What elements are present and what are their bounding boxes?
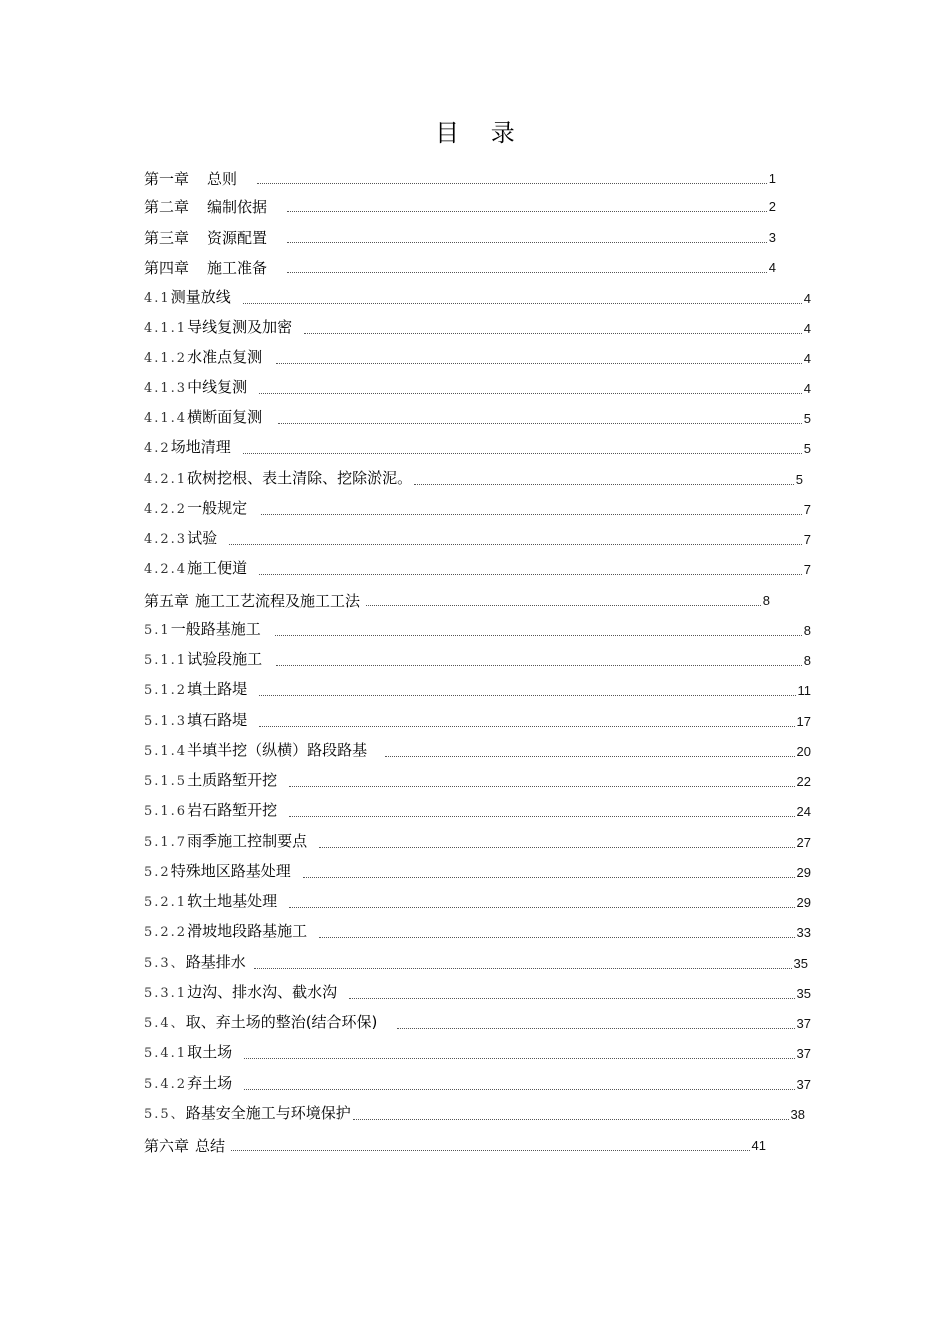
toc-entry-number: 4.2.2 bbox=[144, 502, 188, 517]
toc-entry-label bbox=[144, 528, 217, 550]
toc-page-number: 33 bbox=[796, 925, 811, 940]
toc-section-entry[interactable] bbox=[144, 526, 811, 550]
toc-page-number: 35 bbox=[796, 986, 811, 1001]
toc-entry-number: 5.1.4 bbox=[144, 744, 188, 759]
toc-page-number: 29 bbox=[796, 865, 811, 880]
toc-entry-title: 试验段施工 bbox=[187, 650, 263, 668]
toc-entry-title: 取、弃土场的整治(结合环保) bbox=[185, 1013, 378, 1031]
toc-entry-number: 5.1.5 bbox=[144, 774, 188, 789]
toc-page-number: 37 bbox=[796, 1016, 811, 1031]
toc-entry-number: 第二章 bbox=[144, 198, 190, 216]
toc-page-number: 37 bbox=[796, 1046, 811, 1061]
toc-page-number: 8 bbox=[803, 653, 811, 668]
toc-entry-title: 路基排水 bbox=[185, 953, 246, 971]
toc-entry-label bbox=[144, 831, 307, 853]
dot-leader bbox=[259, 726, 794, 727]
toc-entry-title: 导线复测及加密 bbox=[187, 318, 293, 336]
toc-entry-number: 5.1.2 bbox=[144, 683, 188, 698]
toc-entry-title: 中线复测 bbox=[187, 378, 248, 396]
toc-entry-number: 5.2 bbox=[144, 865, 171, 880]
toc-entry-number: 第一章 bbox=[144, 170, 190, 188]
toc-entry-number: 4.1.4 bbox=[144, 411, 188, 426]
toc-entry-label bbox=[144, 1073, 232, 1095]
toc-section-entry[interactable] bbox=[144, 950, 808, 974]
toc-page-number: 7 bbox=[803, 502, 811, 517]
toc-entry-number: 5.1.1 bbox=[144, 653, 188, 668]
toc-entry-number: 5.2.2 bbox=[144, 925, 188, 940]
toc-entry-label bbox=[144, 437, 231, 459]
toc-page-number: 27 bbox=[796, 835, 811, 850]
toc-entry-title: 半填半挖（纵横）路段路基 bbox=[187, 741, 368, 759]
toc-entry-label bbox=[144, 891, 277, 913]
toc-entry-label bbox=[144, 1103, 351, 1125]
toc-section-entry[interactable] bbox=[144, 556, 811, 580]
dot-leader bbox=[414, 484, 794, 485]
dot-leader bbox=[244, 1089, 794, 1090]
toc-section-entry[interactable] bbox=[144, 889, 811, 913]
toc-entry-label bbox=[144, 1042, 232, 1064]
toc-entry-label bbox=[144, 558, 247, 580]
toc-entry-number: 第六章 bbox=[144, 1137, 190, 1155]
toc-section-entry[interactable] bbox=[144, 1101, 805, 1125]
toc-chapter-entry[interactable] bbox=[144, 224, 776, 248]
toc-entry-number: 4.2.1 bbox=[144, 472, 188, 487]
toc-page-number: 3 bbox=[768, 230, 776, 245]
toc-section-entry[interactable] bbox=[144, 859, 811, 883]
toc-entry-number: 5.1 bbox=[144, 623, 171, 638]
toc-entry-number: 5.4.1 bbox=[144, 1046, 188, 1061]
toc-chapter-entry[interactable] bbox=[144, 193, 776, 217]
dot-leader bbox=[349, 998, 794, 999]
toc-entry-title: 填石路堤 bbox=[187, 711, 248, 729]
toc-page-number: 7 bbox=[803, 532, 811, 547]
toc-entry-label bbox=[144, 197, 267, 217]
toc-entry-title: 弃土场 bbox=[187, 1074, 233, 1092]
dot-leader bbox=[257, 183, 767, 184]
dot-leader bbox=[275, 635, 802, 636]
dot-leader bbox=[353, 1119, 789, 1120]
toc-entry-title: 岩石路堑开挖 bbox=[187, 801, 278, 819]
toc-entry-label bbox=[144, 591, 360, 611]
toc-section-entry[interactable] bbox=[144, 708, 811, 732]
toc-entry-label bbox=[144, 861, 291, 883]
dot-leader bbox=[229, 544, 802, 545]
toc-entry-number: 5.3.1 bbox=[144, 986, 188, 1001]
toc-entry-number: 4.1.2 bbox=[144, 351, 188, 366]
toc-chapter-entry[interactable] bbox=[144, 254, 776, 278]
dot-leader bbox=[366, 605, 761, 606]
toc-entry-number: 5.5、 bbox=[144, 1107, 186, 1122]
toc-entry-title: 一般规定 bbox=[187, 499, 248, 517]
toc-entry-label bbox=[144, 679, 247, 701]
toc-page-number: 5 bbox=[803, 411, 811, 426]
toc-section-entry[interactable] bbox=[144, 919, 811, 943]
toc-page-number: 4 bbox=[803, 381, 811, 396]
dot-leader bbox=[254, 968, 792, 969]
toc-entry-title: 水准点复测 bbox=[187, 348, 263, 366]
dot-leader bbox=[287, 272, 767, 273]
toc-page-number: 11 bbox=[797, 683, 811, 698]
toc-entry-title: 软土地基处理 bbox=[187, 892, 278, 910]
toc-section-entry[interactable] bbox=[144, 405, 811, 429]
toc-page-number: 5 bbox=[795, 472, 803, 487]
toc-entry-label bbox=[144, 619, 261, 641]
dot-leader bbox=[259, 574, 802, 575]
toc-page-number: 1 bbox=[768, 171, 776, 186]
toc-page-number: 35 bbox=[793, 956, 808, 971]
toc-section-entry[interactable] bbox=[144, 587, 770, 611]
toc-entry-title: 施工工艺流程及施工工法 bbox=[195, 592, 361, 610]
toc-section-entry[interactable] bbox=[144, 496, 811, 520]
toc-entry-title: 边沟、排水沟、截水沟 bbox=[187, 983, 338, 1001]
toc-entry-label bbox=[144, 649, 262, 671]
dot-leader bbox=[243, 303, 802, 304]
toc-entry-title: 填土路堤 bbox=[187, 680, 248, 698]
toc-section-entry[interactable] bbox=[144, 980, 811, 1004]
toc-entry-number: 5.1.6 bbox=[144, 804, 188, 819]
toc-entry-label bbox=[144, 921, 307, 943]
toc-section-entry[interactable] bbox=[144, 1010, 811, 1034]
dot-leader bbox=[397, 1028, 794, 1029]
toc-page-number: 17 bbox=[796, 714, 811, 729]
toc-entry-number: 4.2.4 bbox=[144, 562, 188, 577]
toc-entry-number: 5.1.7 bbox=[144, 835, 188, 850]
dot-leader bbox=[385, 756, 794, 757]
toc-entry-title: 资源配置 bbox=[207, 229, 268, 247]
toc-entry-title: 编制依据 bbox=[207, 198, 268, 216]
dot-leader bbox=[287, 211, 767, 212]
toc-section-entry[interactable] bbox=[144, 345, 811, 369]
dot-leader bbox=[303, 877, 795, 878]
toc-entry-label bbox=[144, 468, 412, 490]
dot-leader bbox=[289, 907, 794, 908]
toc-entry-number: 5.4、 bbox=[144, 1016, 186, 1031]
dot-leader bbox=[304, 333, 802, 334]
toc-entry-title: 砍树挖根、表土清除、挖除淤泥。 bbox=[187, 469, 413, 487]
toc-entry-title: 滑坡地段路基施工 bbox=[187, 922, 308, 940]
toc-entry-label bbox=[144, 710, 247, 732]
toc-page-number: 2 bbox=[768, 199, 776, 214]
dot-leader bbox=[259, 393, 802, 394]
toc-entry-label bbox=[144, 498, 247, 520]
toc-entry-label bbox=[144, 952, 246, 974]
toc-page-number: 29 bbox=[796, 895, 811, 910]
toc-section-entry[interactable] bbox=[144, 738, 811, 762]
toc-section-entry[interactable] bbox=[144, 647, 811, 671]
toc-entry-label bbox=[144, 258, 267, 278]
toc-entry-number: 4.1 bbox=[144, 291, 171, 306]
toc-entry-label bbox=[144, 982, 337, 1004]
toc-page-number: 8 bbox=[762, 593, 770, 608]
toc-section-entry[interactable] bbox=[144, 768, 811, 792]
dot-leader bbox=[276, 665, 802, 666]
toc-entry-number: 第五章 bbox=[144, 592, 190, 610]
toc-section-entry[interactable] bbox=[144, 829, 811, 853]
toc-entry-title: 总则 bbox=[207, 170, 238, 188]
toc-entry-number: 第四章 bbox=[144, 259, 190, 277]
toc-entry-number: 4.1.1 bbox=[144, 321, 188, 336]
toc-entry-title: 特殊地区路基处理 bbox=[170, 862, 291, 880]
toc-entry-number: 5.3、 bbox=[144, 956, 186, 971]
toc-page-number: 8 bbox=[803, 623, 811, 638]
toc-entry-number: 第三章 bbox=[144, 229, 190, 247]
toc-entry-title: 总结 bbox=[195, 1137, 226, 1155]
toc-entry-number: 5.1.3 bbox=[144, 714, 188, 729]
toc-page-number: 5 bbox=[803, 441, 811, 456]
toc-entry-number: 5.4.2 bbox=[144, 1077, 188, 1092]
toc-entry-title: 场地清理 bbox=[170, 438, 231, 456]
toc-entry-label bbox=[144, 1012, 377, 1034]
toc-page-number: 22 bbox=[796, 774, 811, 789]
toc-section-entry[interactable] bbox=[144, 435, 811, 459]
toc-entry-number: 4.2 bbox=[144, 441, 171, 456]
dot-leader bbox=[276, 363, 802, 364]
toc-section-entry[interactable] bbox=[144, 315, 811, 339]
toc-section-entry[interactable] bbox=[144, 466, 803, 490]
dot-leader bbox=[289, 816, 794, 817]
dot-leader bbox=[259, 695, 795, 696]
toc-chapter-entry[interactable] bbox=[144, 165, 776, 189]
toc-entry-title: 施工便道 bbox=[187, 559, 248, 577]
toc-entry-number: 4.2.3 bbox=[144, 532, 188, 547]
toc-entry-title: 一般路基施工 bbox=[170, 620, 261, 638]
toc-entry-title: 路基安全施工与环境保护 bbox=[185, 1104, 351, 1122]
toc-entry-number: 5.2.1 bbox=[144, 895, 188, 910]
toc-entry-label bbox=[144, 800, 277, 822]
toc-section-entry[interactable] bbox=[144, 798, 811, 822]
toc-entry-label bbox=[144, 377, 247, 399]
toc-section-entry[interactable] bbox=[144, 677, 811, 701]
dot-leader bbox=[289, 786, 794, 787]
toc-entry-label bbox=[144, 287, 231, 309]
toc-section-entry[interactable] bbox=[144, 375, 811, 399]
toc-entry-title: 土质路堑开挖 bbox=[187, 771, 278, 789]
toc-entry-title: 测量放线 bbox=[170, 288, 231, 306]
toc-entry-label bbox=[144, 1136, 225, 1156]
toc-section-entry[interactable] bbox=[144, 1132, 766, 1156]
toc-page-number: 38 bbox=[790, 1107, 805, 1122]
dot-leader bbox=[231, 1150, 750, 1151]
toc-entry-label bbox=[144, 228, 267, 248]
toc-entry-label bbox=[144, 740, 367, 762]
dot-leader bbox=[319, 847, 794, 848]
toc-entry-title: 取土场 bbox=[187, 1043, 233, 1061]
toc-section-entry[interactable] bbox=[144, 1071, 811, 1095]
toc-page-number: 20 bbox=[796, 744, 811, 759]
toc-entry-title: 施工准备 bbox=[207, 259, 268, 277]
toc-entry-title: 横断面复测 bbox=[187, 408, 263, 426]
toc-section-entry[interactable] bbox=[144, 1040, 811, 1064]
toc-page-number: 4 bbox=[768, 260, 776, 275]
toc-entry-label bbox=[144, 347, 262, 369]
dot-leader bbox=[243, 453, 802, 454]
toc-page-number: 4 bbox=[803, 321, 811, 336]
toc-entry-label bbox=[144, 317, 292, 339]
toc-section-entry[interactable] bbox=[144, 285, 811, 309]
toc-page-number: 24 bbox=[796, 804, 811, 819]
toc-entry-title: 试验 bbox=[187, 529, 218, 547]
dot-leader bbox=[244, 1058, 794, 1059]
toc-entry-label bbox=[144, 169, 237, 189]
toc-entry-label bbox=[144, 407, 262, 429]
toc-section-entry[interactable] bbox=[144, 617, 811, 641]
toc-page-number: 7 bbox=[803, 562, 811, 577]
toc-entry-label bbox=[144, 770, 277, 792]
toc-page-number: 4 bbox=[803, 351, 811, 366]
toc-page-number: 41 bbox=[751, 1138, 766, 1153]
page-title: 目 录 bbox=[435, 119, 527, 147]
toc-entry-title: 雨季施工控制要点 bbox=[187, 832, 308, 850]
dot-leader bbox=[287, 242, 767, 243]
dot-leader bbox=[319, 937, 794, 938]
dot-leader bbox=[278, 423, 802, 424]
toc-entry-number: 4.1.3 bbox=[144, 381, 188, 396]
toc-page-number: 4 bbox=[803, 291, 811, 306]
toc-page-number: 37 bbox=[796, 1077, 811, 1092]
dot-leader bbox=[261, 514, 802, 515]
